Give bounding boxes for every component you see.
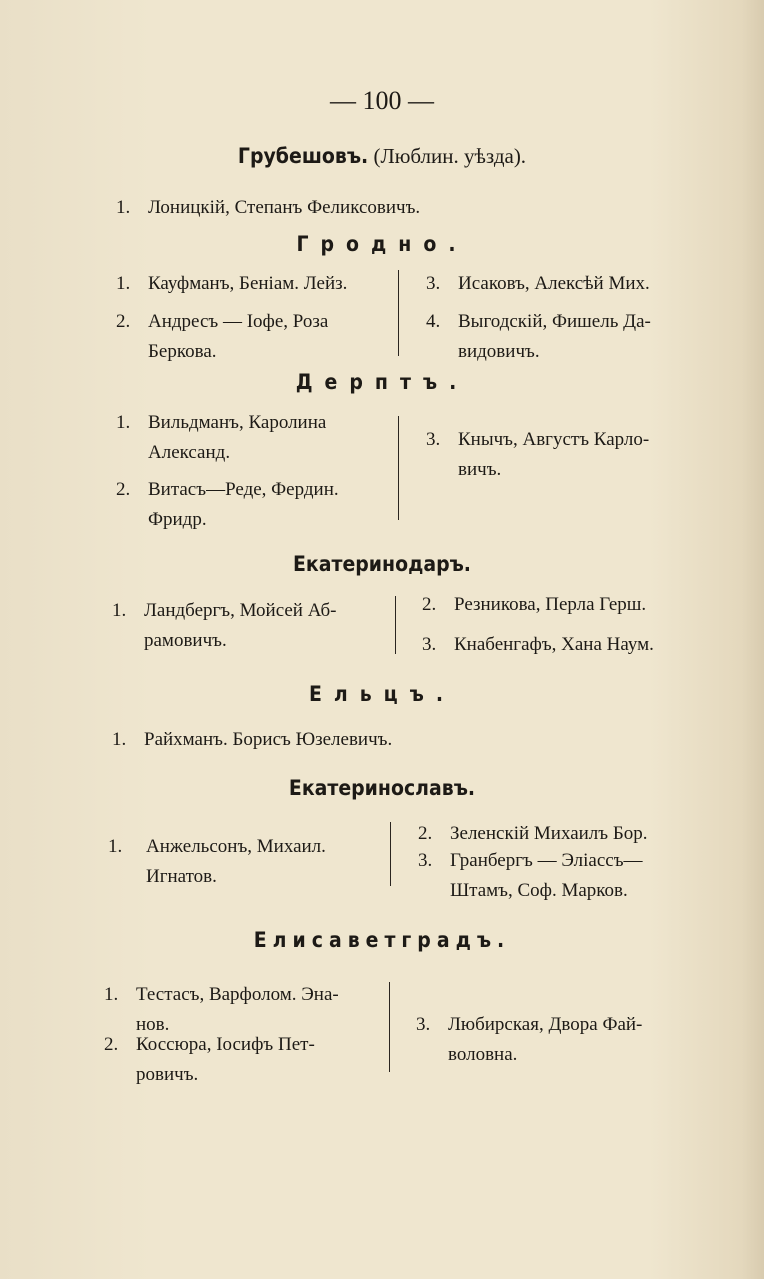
- section-heading-ekaterinodar: Екатеринодаръ.: [293, 552, 471, 576]
- list-item: 3. Гранбергъ — Эліассъ— Штамъ, Соф. Марков.: [418, 850, 643, 901]
- heading-title: Грубешовъ.: [237, 144, 369, 168]
- column-divider: [390, 822, 391, 886]
- page-number: — 100 —: [330, 86, 434, 115]
- list-item: 3. Кнабенгафъ, Хана Наум.: [422, 634, 654, 655]
- list-item: 1. Райхманъ. Борисъ Юзелевичъ.: [112, 729, 393, 750]
- list-item: 3. Кнычъ, Августъ Карло- вичъ.: [426, 429, 650, 480]
- heading-note: (Люблин. уѣзда).: [373, 144, 527, 168]
- list-item: 1. Вильдманъ, Каролина Александ.: [116, 412, 327, 463]
- list-item: 2. Андресъ — Іофе, Роза Беркова.: [116, 311, 329, 362]
- list-item: 2. Зеленскій Михаилъ Бор.: [418, 823, 648, 844]
- column-divider: [395, 596, 396, 654]
- list-item: 1. Лоницкій, Степанъ Феликсовичъ.: [116, 197, 421, 218]
- list-item: 3. Любирская, Двора Фай- воловна.: [416, 1014, 643, 1065]
- section-heading-hrubieszow: [0, 144, 764, 169]
- section-heading-dorpat: Дерптъ.: [295, 370, 469, 394]
- section-heading-ekaterinoslav: Екатеринославъ.: [288, 776, 476, 800]
- column-divider: [398, 270, 399, 356]
- list-item: 4. Выгодскій, Фишель Да- видовичъ.: [426, 311, 651, 362]
- list-item: 2. Витасъ—Реде, Фердин. Фридр.: [116, 479, 339, 530]
- list-item: 1. Тестасъ, Варфолом. Эна- нов.: [104, 984, 339, 1035]
- list-item: 1. Ландбергъ, Мойсей Аб- рамовичъ.: [112, 600, 337, 651]
- list-item: 2. Резникова, Перла Герш.: [422, 594, 647, 615]
- section-heading-elisavetgrad: Елисаветградъ.: [253, 928, 511, 952]
- section-heading-elets: Ельцъ.: [308, 682, 456, 706]
- list-item: 1. Кауфманъ, Беніам. Лейз.: [116, 273, 348, 294]
- section-heading-grodno: Гродно.: [296, 232, 468, 256]
- column-divider: [389, 982, 390, 1072]
- list-item: 2. Коссюра, Іосифъ Пет- ровичъ.: [104, 1034, 315, 1085]
- list-item: 3. Исаковъ, Алексѣй Мих.: [426, 273, 650, 294]
- list-item: 1. Анжельсонъ, Михаил. Игнатов.: [108, 836, 326, 887]
- column-divider: [398, 416, 399, 520]
